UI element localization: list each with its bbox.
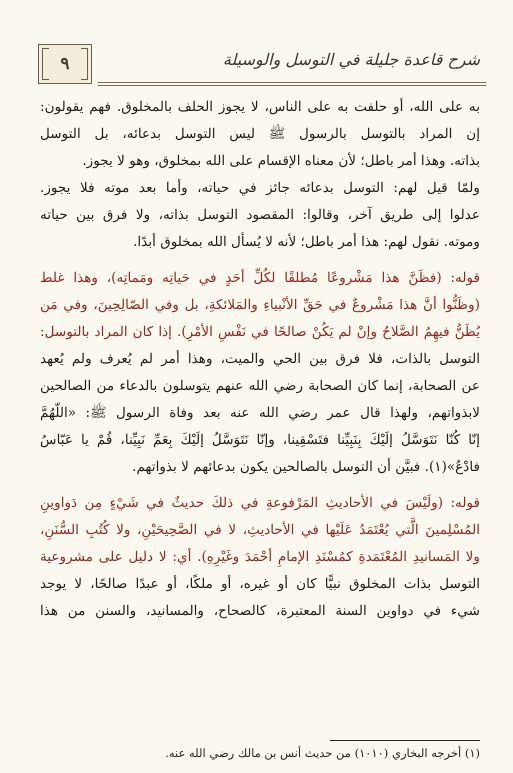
text-line: عن الصحابة، إنما كان الصحابة رضي الله عنهم يتوسلون بالدعاء من الصالحين [40,378,480,394]
text-line: التوسل بذات المخلوق نبيًّا كان أو غيره، أو ملكًا، أو عبدًا صالحًا، لا يوجد [40,576,480,592]
text-line: ولمّا قيل لهم: التوسل بدعائه جائز في حياته، وأما بعد موته فلا يجوز. [40,180,480,196]
quoted-text-line: يُظَنُّ فيهِمُ الصَّلاحُ وإنْ لم يَكُنْ صالحًا في نَفْسِ الأمْرِ). إذا كان المراد بالتوسل: [40,324,480,340]
header-rule [98,82,486,83]
page-number: ٩ [60,54,70,74]
text-line: شيء في دواوين السنة المعتبرة، كالصحاح، والمسانيد، والسنن من هذا [40,603,480,619]
quoted-text-line: ولا المَسانيدِ المُعْتَمَدةِ كمُسْنَدِ الإمامِ أحْمَدَ وغَيْرِهِ). أي: لا دليل على مشروعية [40,549,480,565]
running-title: شرح قاعدة جليلة في التوسل والوسيلة [222,50,480,69]
header-rule-double [98,85,486,86]
text-line: إنّا كُنّا نَتَوَسَّلُ إلَيْكَ بِنَبِيِّنا فتَسْقِينا، وإنّا نَتَوَسَّلُ إلَيْكَ بِعَمِّ نَبِيِّنا، قُمْ يا عَبّاسُ [40,432,480,448]
page-header [38,44,486,86]
text-line: وموته. نقول لهم: هذا أمر باطل؛ لأنه لا يُسأل الله بمخلوق أبدًا. [133,234,480,250]
quoted-text-line: (وظَنُّوا أنَّ هذا مَشْروعٌ في حَقِّ الأنْبياءِ والمَلائكةِ، بل وفي الصّالِحِينَ، وفي مَن [40,297,480,313]
page-number-frame [38,44,92,84]
quoted-text-line: المُسْلِمينَ الَّتي يُعْتَمَدُ عَلَيْها في الأحاديثِ، لا في الصَّحِيحَيْنِ، ولا كُتُبِ السُّنَنِ، [40,522,480,538]
paragraph-gap [40,256,480,265]
text-line: فادْعُ»(١). فبيَّن أن التوسل بالصالحين يكون بدعائهم لا بذواتهم. [132,459,480,475]
text-line: التوسل بالذات، فلا فرق بين الحي والميت، وهذا أمر لم يُعرف ولم يُعهد [40,351,480,367]
paragraph-gap [40,481,480,490]
footnote-separator [330,740,480,741]
text-line: بذاته. وهذا أمر باطل؛ لأن معناه الإقسام على الله بمخلوق، وهو لا يجوز. [82,153,480,169]
text-line: لابذواتهم، ولهذا قال عمر رضي الله عنه بعد وفاة الرسول ﷺ: «اللّهُمَّ [40,405,480,421]
main-text [40,94,480,625]
text-line: إن المراد بالتوسل بالرسول ﷺ ليس التوسل بدعائه، بل التوسل [40,126,480,142]
text-line: به على الله، أو حلفت به على الناس، لا يجوز الحلف بالمخلوق. فهم يقولون: [40,99,480,115]
footnote: (١) أخرجه البخاري (١٠١٠) من حديث أنس بن مالك رضي الله عنه. [165,746,480,760]
quoted-text-line: قوله: (ولَيْسَ في الأحاديثِ المَرْفوعةِ في ذلكَ حديثٌ في شَيْءٍ مِن دَواوينِ [40,495,480,511]
quoted-text-line: قوله: (فظَنَّ هذا مَشْروعًا مُطلقًا لكُلِّ أحَدٍ في حَياتِه ومَماتِه)، وهذا غلط [40,270,480,286]
text-line: عدلوا إلى طريق آخر، وقالوا: المقصود التوسل بذاته، ولا فرق بين حياته [40,207,480,223]
